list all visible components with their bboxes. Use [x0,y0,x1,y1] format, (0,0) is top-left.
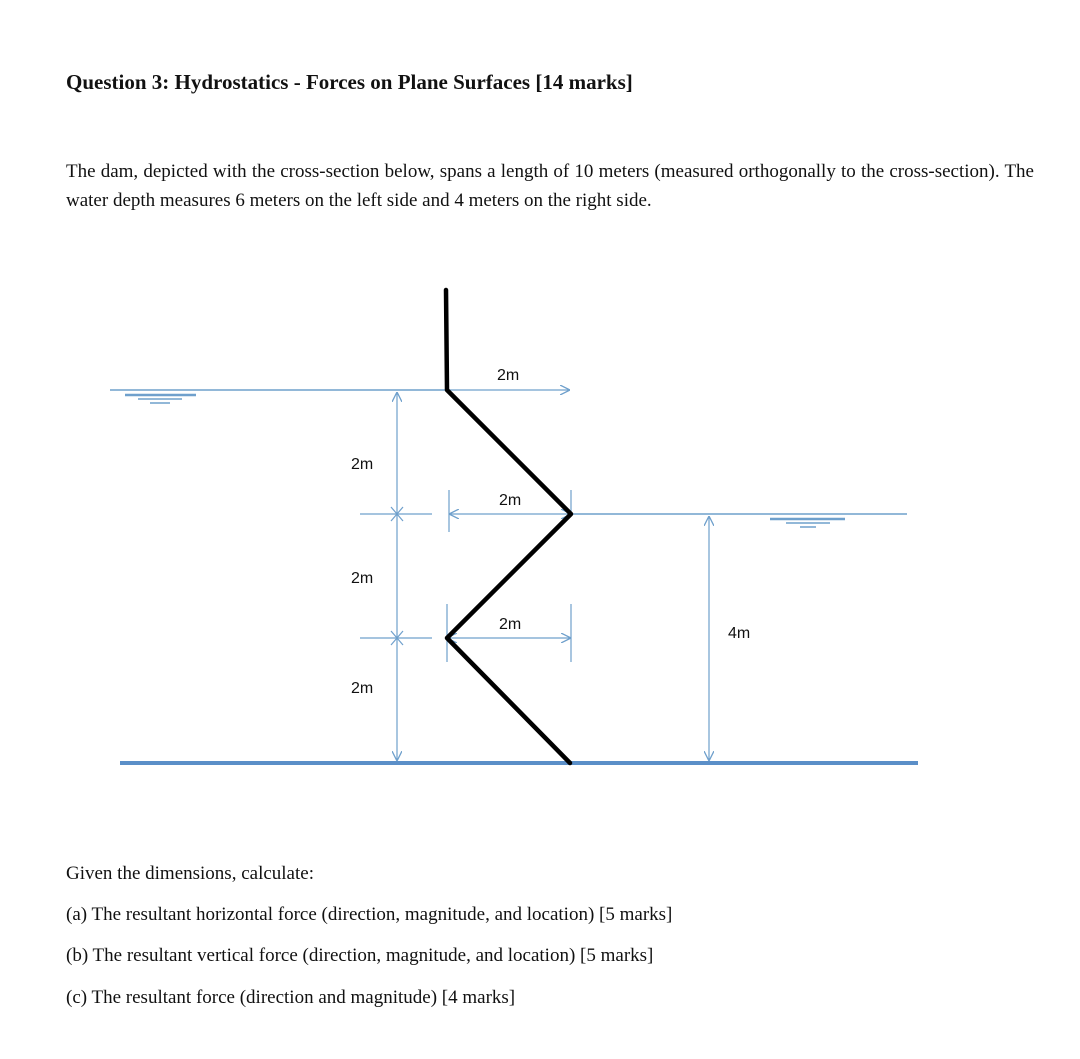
left-height-label-bottom: 2m [351,680,374,697]
left-height-label-mid: 2m [351,570,374,587]
width-label-bottom: 2m [499,616,522,633]
width-label-top: 2m [497,367,520,384]
left-height-label-top: 2m [351,456,374,473]
right-water-level-symbol [770,519,845,527]
dam-wall [446,290,571,763]
task-c: (c) The resultant force (direction and magnitude) [4 marks] [66,987,516,1008]
tasks-intro: Given the dimensions, calculate: [66,863,314,884]
task-a: (a) The resultant horizontal force (direction, magnitude, and location) [5 marks] [66,904,673,925]
task-b: (b) The resultant vertical force (direction, magnitude, and location) [5 marks] [66,945,654,966]
right-depth-label: 4m [728,625,751,642]
width-label-mid: 2m [499,492,522,509]
left-water-level-symbol [125,395,196,403]
question-title: Question 3: Hydrostatics - Forces on Plane Surfaces [14 marks] [66,70,633,94]
question-intro: The dam, depicted with the cross-section below, spans a length of 10 meters (measured orthogonally to the cross-section). The water depth measures 6 meters on the left side and 4 meters on the right side. [66,161,1034,211]
